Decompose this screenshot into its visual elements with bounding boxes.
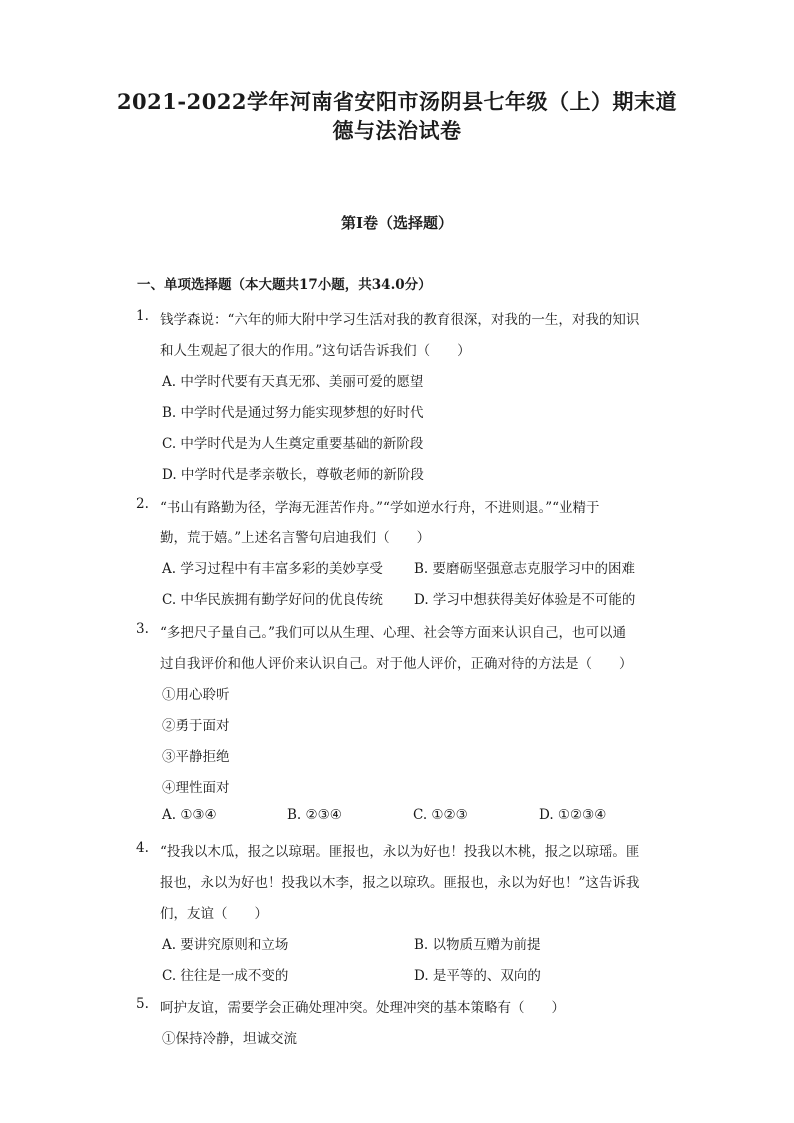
option-d: D. ①②③④ — [539, 807, 607, 823]
exam-title-line2: 德与法治试卷 — [332, 118, 462, 143]
option-c: C. 中学时代是为人生奠定重要基础的新阶段 — [162, 436, 424, 452]
statement-item: ①用心聆听 — [162, 687, 230, 703]
question-text: 们，友谊（ ） — [160, 906, 268, 922]
question-text: “投我以木瓜，报之以琼琚。匪报也，永以为好也！投我以木桃，报之以琼瑶。匪 — [160, 844, 640, 860]
option-c: C. ①②③ — [413, 807, 468, 823]
option-a: A. ①③④ — [162, 807, 217, 823]
question-text: 钱学森说：“六年的师大附中学习生活对我的教育很深，对我的一生，对我的知识 — [160, 312, 640, 328]
option-a: A. 要讲究原则和立场 — [162, 937, 289, 953]
option-b: B. ②③④ — [287, 807, 342, 823]
statement-item: ②勇于面对 — [162, 718, 230, 734]
question-text: “多把尺子量自己。”我们可以从生理、心理、社会等方面来认识自己，也可以通 — [160, 625, 627, 641]
question-number: 5. — [136, 996, 149, 1012]
question-text: 呵护友谊，需要学会正确处理冲突。处理冲突的基本策略有（ ） — [160, 1000, 565, 1016]
section-title: 第Ⅰ卷（选择题） — [340, 214, 454, 232]
option-d: D. 学习中想获得美好体验是不可能的 — [414, 592, 636, 608]
statement-item: ③平静拒绝 — [162, 749, 230, 765]
option-b: B. 以物质互赠为前提 — [414, 937, 541, 953]
option-d: D. 是平等的、双向的 — [414, 968, 541, 984]
statement-item: ①保持冷静，坦诚交流 — [162, 1031, 297, 1047]
option-a: A. 中学时代要有天真无邪、美丽可爱的愿望 — [162, 374, 424, 390]
question-number: 1. — [136, 308, 149, 324]
question-text: 和人生观起了很大的作用。”这句话告诉我们（ ） — [160, 343, 471, 359]
statement-item: ④理性面对 — [162, 780, 230, 796]
option-c: C. 中华民族拥有勤学好问的优良传统 — [162, 592, 383, 608]
question-text: 勤，荒于嬉。”上述名言警句启迪我们（ ） — [160, 530, 431, 546]
question-number: 2. — [136, 496, 149, 512]
question-text: 过自我评价和他人评价来认识自己。对于他人评价，正确对待的方法是（ ） — [160, 656, 633, 672]
option-a: A. 学习过程中有丰富多彩的美妙享受 — [162, 561, 383, 577]
option-b: B. 中学时代是通过努力能实现梦想的好时代 — [162, 405, 424, 421]
question-number: 4. — [136, 840, 149, 856]
question-text: 报也，永以为好也！投我以木李，报之以琼玖。匪报也，永以为好也！”这告诉我 — [160, 875, 640, 891]
part-heading: 一、单项选择题（本大题共17小题，共34.0分） — [137, 277, 432, 293]
question-number: 3. — [136, 621, 149, 637]
option-c: C. 往往是一成不变的 — [162, 968, 289, 984]
option-d: D. 中学时代是孝亲敬长，尊敬老师的新阶段 — [162, 467, 424, 483]
exam-title-line1: 2021-2022学年河南省安阳市汤阴县七年级（上）期末道 — [116, 89, 678, 114]
question-text: “书山有路勤为径，学海无涯苦作舟。”“学如逆水行舟，不进则退。”“业精于 — [160, 500, 600, 516]
option-b: B. 要磨砺坚强意志克服学习中的困难 — [414, 561, 636, 577]
